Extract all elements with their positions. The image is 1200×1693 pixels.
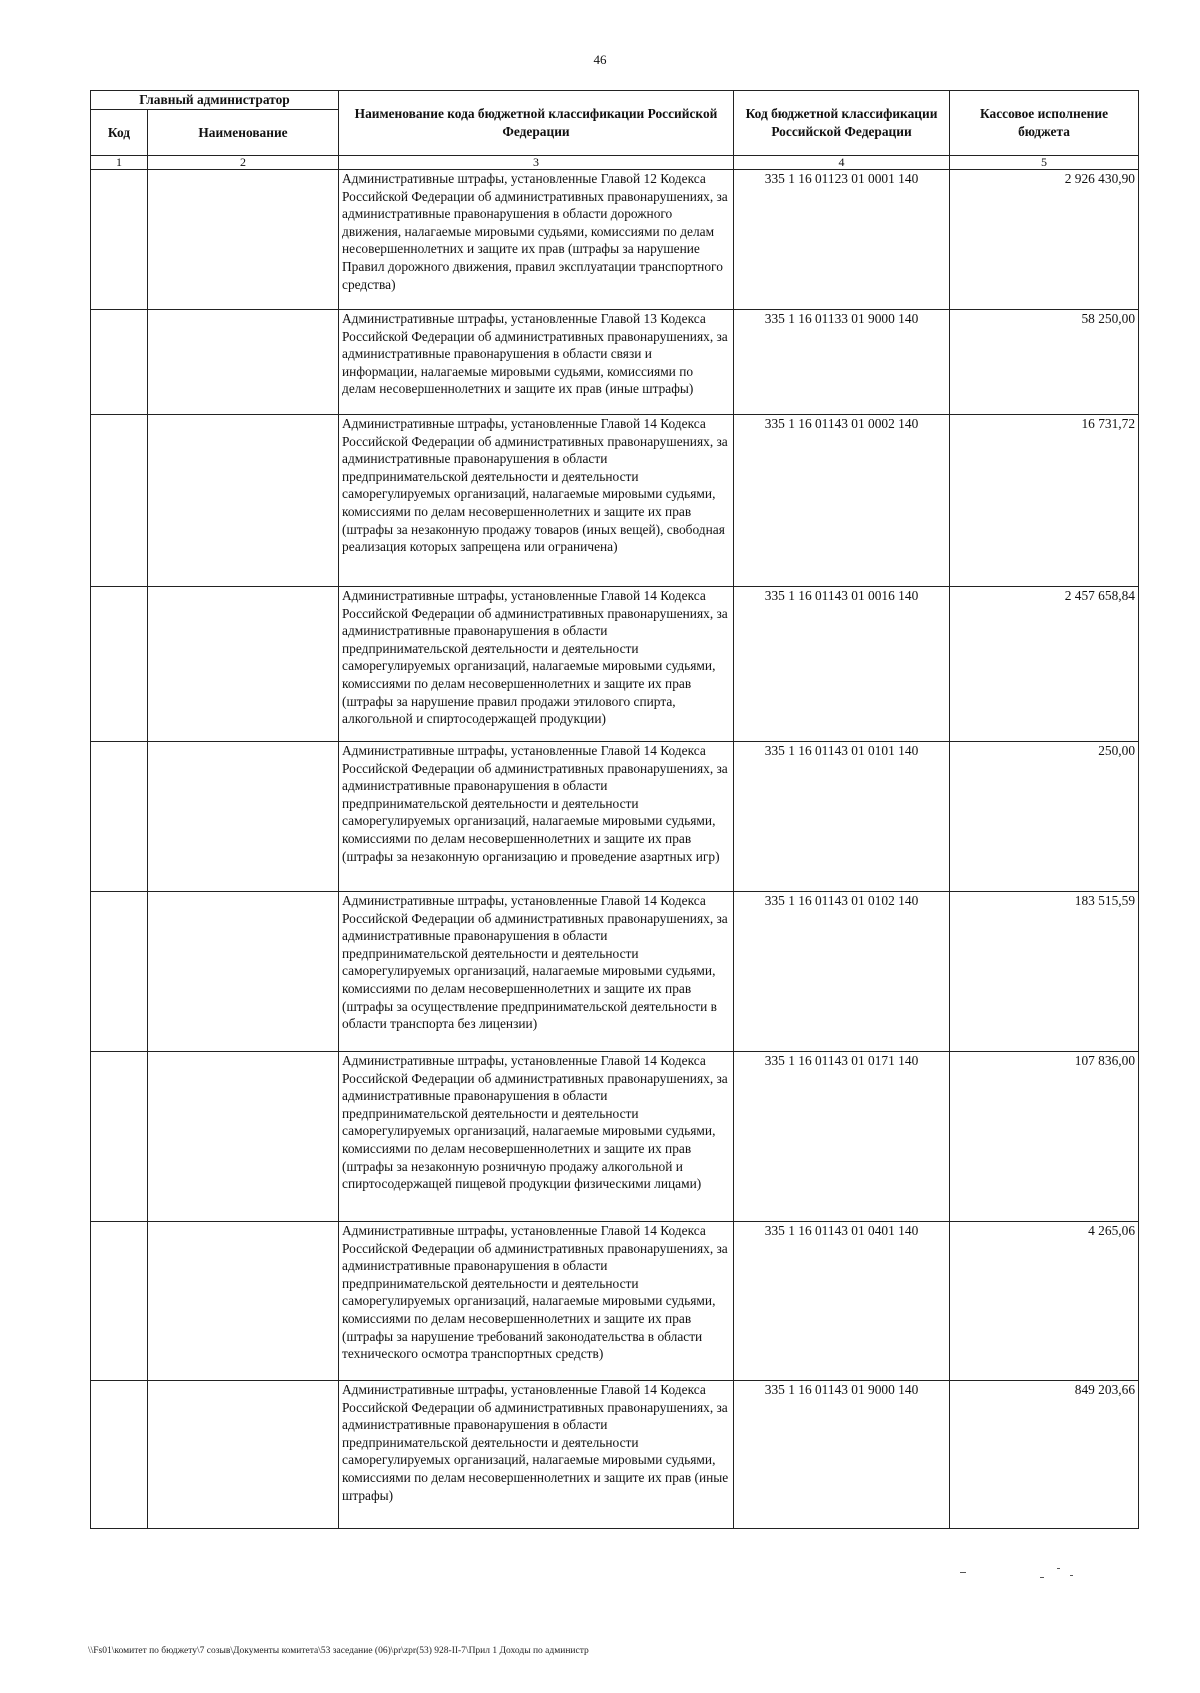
kbk-code-cell: 335 1 16 01143 01 0101 140 xyxy=(734,742,950,892)
kbk-code-cell: 335 1 16 01143 01 0102 140 xyxy=(734,892,950,1052)
admin-code-cell xyxy=(91,1052,148,1222)
column-number: 2 xyxy=(148,156,339,170)
table-row xyxy=(91,170,1139,310)
kbk-name-cell: Административные штрафы, установленные Главой 13 Кодекса Российской Федерации об административных правонарушениях, за административные правонарушения в области связи и информации, налагаемые мировыми судьями, комиссиями по делам несовершеннолетних и защите их прав (иные штрафы) xyxy=(339,310,734,415)
kbk-name-cell: Административные штрафы, установленные Главой 12 Кодекса Российской Федерации об административных правонарушениях, за административные правонарушения в области дорожного движения, налагаемые мировыми судьями, комиссиями по делам несовершеннолетних и защите их прав (штрафы за нарушение Правил дорожного движения, правил эксплуатации транспортного средства) xyxy=(339,170,734,310)
kbk-code-cell: 335 1 16 01143 01 0002 140 xyxy=(734,415,950,587)
table-row xyxy=(91,415,1139,587)
amount-cell: 16 731,72 xyxy=(950,415,1139,587)
admin-code-cell xyxy=(91,892,148,1052)
admin-name-cell xyxy=(148,1222,339,1381)
kbk-code-cell: 335 1 16 01123 01 0001 140 xyxy=(734,170,950,310)
kbk-code-cell: 335 1 16 01143 01 9000 140 xyxy=(734,1381,950,1529)
budget-execution-table xyxy=(90,90,1139,1529)
scan-artifact xyxy=(1070,1575,1073,1576)
column-number: 4 xyxy=(734,156,950,170)
amount-cell: 58 250,00 xyxy=(950,310,1139,415)
admin-name-cell xyxy=(148,587,339,742)
admin-code-cell xyxy=(91,170,148,310)
column-number-row xyxy=(91,156,1139,170)
admin-code-cell xyxy=(91,587,148,742)
kbk-name-cell: Административные штрафы, установленные Главой 14 Кодекса Российской Федерации об административных правонарушениях, за административные правонарушения в области предпринимательской деятельности и деятельности саморегулируемых организаций, налагаемые мировыми судьями, комиссиями по делам несовершеннолетних и защите их прав (штрафы за осуществление предпринимательской деятельности в области транспорта без лицензии) xyxy=(339,892,734,1052)
amount-cell: 107 836,00 xyxy=(950,1052,1139,1222)
kbk-code-cell: 335 1 16 01143 01 0016 140 xyxy=(734,587,950,742)
admin-code-cell xyxy=(91,415,148,587)
admin-name-cell xyxy=(148,310,339,415)
kbk-name-cell: Административные штрафы, установленные Главой 14 Кодекса Российской Федерации об административных правонарушениях, за административные правонарушения в области предпринимательской деятельности и деятельности саморегулируемых организаций, налагаемые мировыми судьями, комиссиями по делам несовершеннолетних и защите их прав (штрафы за нарушение правил продажи этилового спирта, алкогольной и спиртосодержащей продукции) xyxy=(339,587,734,742)
footer-file-path: \\Fs01\комитет по бюджету\7 созыв\Документы комитета\53 заседание (06)\pr\zpr(53) 928-II-7\Прил 1 Доходы по администр xyxy=(88,1646,589,1656)
kbk-name-cell: Административные штрафы, установленные Главой 14 Кодекса Российской Федерации об административных правонарушениях, за административные правонарушения в области предпринимательской деятельности и деятельности саморегулируемых организаций, налагаемые мировыми судьями, комиссиями по делам несовершеннолетних и защите их прав (штрафы за незаконную продажу товаров (иных вещей), свободная реализация которых запрещена или ограничена) xyxy=(339,415,734,587)
scan-artifact xyxy=(1057,1568,1060,1569)
header-code: Код xyxy=(91,109,148,155)
header-kbk-name: Наименование кода бюджетной классификации Российской Федерации xyxy=(339,91,734,156)
admin-code-cell xyxy=(91,742,148,892)
header-execution: Кассовое исполнение бюджета xyxy=(950,91,1139,156)
page-number: 46 xyxy=(593,52,607,67)
kbk-name-cell: Административные штрафы, установленные Главой 14 Кодекса Российской Федерации об административных правонарушениях, за административные правонарушения в области предпринимательской деятельности и деятельности саморегулируемых организаций, налагаемые мировыми судьями, комиссиями по делам несовершеннолетних и защите их прав (штрафы за незаконную розничную продажу алкогольной и спиртосодержащей пищевой продукции физическими лицами) xyxy=(339,1052,734,1222)
column-number: 1 xyxy=(91,156,148,170)
header-kbk-code: Код бюджетной классификации Российской Федерации xyxy=(734,91,950,156)
admin-name-cell xyxy=(148,1052,339,1222)
table-row xyxy=(91,1222,1139,1381)
scan-artifact xyxy=(960,1572,966,1573)
column-number: 5 xyxy=(950,156,1139,170)
table-row xyxy=(91,587,1139,742)
amount-cell: 2 457 658,84 xyxy=(950,587,1139,742)
table-row xyxy=(91,310,1139,415)
admin-name-cell xyxy=(148,742,339,892)
admin-name-cell xyxy=(148,892,339,1052)
admin-name-cell xyxy=(148,170,339,310)
admin-code-cell xyxy=(91,310,148,415)
amount-cell: 2 926 430,90 xyxy=(950,170,1139,310)
table-row xyxy=(91,742,1139,892)
header-main-administrator: Главный администратор xyxy=(91,91,339,110)
table-row xyxy=(91,892,1139,1052)
amount-cell: 250,00 xyxy=(950,742,1139,892)
amount-cell: 183 515,59 xyxy=(950,892,1139,1052)
kbk-code-cell: 335 1 16 01133 01 9000 140 xyxy=(734,310,950,415)
column-number: 3 xyxy=(339,156,734,170)
kbk-name-cell: Административные штрафы, установленные Главой 14 Кодекса Российской Федерации об административных правонарушениях, за административные правонарушения в области предпринимательской деятельности и деятельности саморегулируемых организаций, налагаемые мировыми судьями, комиссиями по делам несовершеннолетних и защите их прав (иные штрафы) xyxy=(339,1381,734,1529)
kbk-code-cell: 335 1 16 01143 01 0171 140 xyxy=(734,1052,950,1222)
amount-cell: 849 203,66 xyxy=(950,1381,1139,1529)
admin-code-cell xyxy=(91,1222,148,1381)
admin-name-cell xyxy=(148,415,339,587)
kbk-name-cell: Административные штрафы, установленные Главой 14 Кодекса Российской Федерации об административных правонарушениях, за административные правонарушения в области предпринимательской деятельности и деятельности саморегулируемых организаций, налагаемые мировыми судьями, комиссиями по делам несовершеннолетних и защите их прав (штрафы за незаконную организацию и проведение азартных игр) xyxy=(339,742,734,892)
admin-code-cell xyxy=(91,1381,148,1529)
amount-cell: 4 265,06 xyxy=(950,1222,1139,1381)
scan-artifact xyxy=(1040,1577,1044,1578)
table-row xyxy=(91,1381,1139,1529)
kbk-name-cell: Административные штрафы, установленные Главой 14 Кодекса Российской Федерации об административных правонарушениях, за административные правонарушения в области предпринимательской деятельности и деятельности саморегулируемых организаций, налагаемые мировыми судьями, комиссиями по делам несовершеннолетних и защите их прав (штрафы за нарушение требований законодательства в области технического осмотра транспортных средств) xyxy=(339,1222,734,1381)
table-row xyxy=(91,1052,1139,1222)
kbk-code-cell: 335 1 16 01143 01 0401 140 xyxy=(734,1222,950,1381)
admin-name-cell xyxy=(148,1381,339,1529)
header-name: Наименование xyxy=(148,109,339,155)
